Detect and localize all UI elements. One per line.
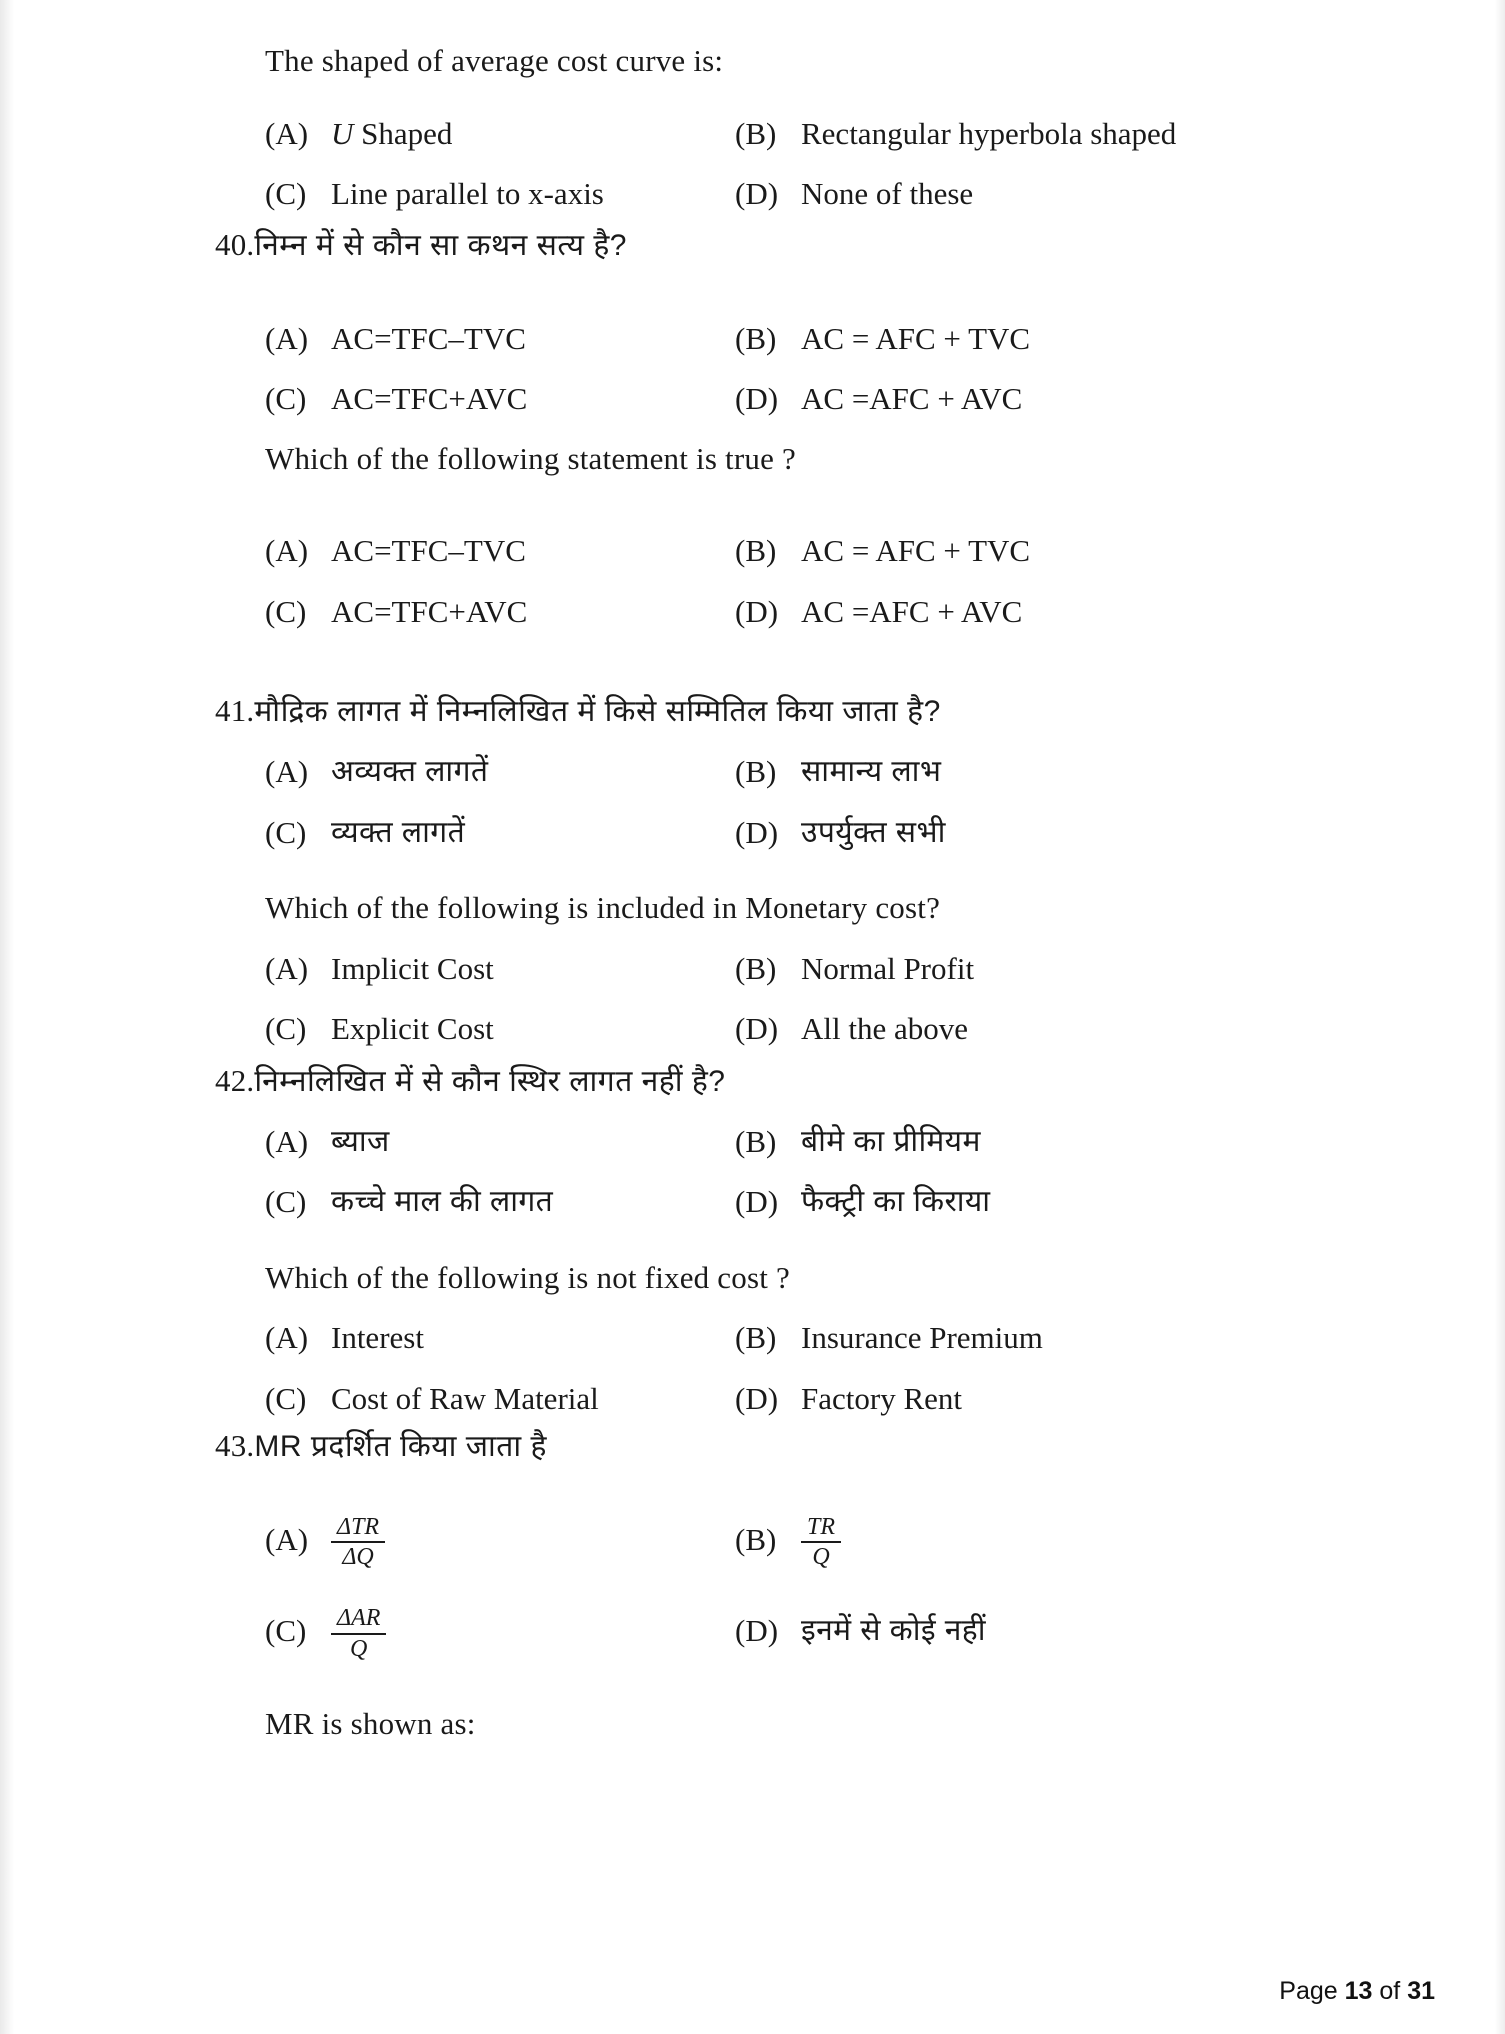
- option-tag-c: (C): [265, 1011, 307, 1047]
- option-b[interactable]: [735, 1513, 1445, 1578]
- option-rest: Shaped: [353, 115, 453, 151]
- question-stem-q43-en: MR is shown as:: [265, 1706, 476, 1742]
- option-tag-a: (A): [265, 1320, 309, 1356]
- option-tag-b: (B): [735, 533, 777, 569]
- option-italic-lead: U: [331, 115, 354, 151]
- option-c[interactable]: [265, 592, 735, 632]
- option-text-a: AC=TFC–TVC: [331, 320, 526, 356]
- footer-current-page: 13: [1344, 1977, 1373, 2005]
- option-tag-a: (A): [265, 533, 309, 569]
- option-a[interactable]: [265, 114, 735, 154]
- fraction-denominator: Q: [812, 1544, 830, 1571]
- footer-middle: of: [1372, 1977, 1408, 2005]
- fraction-denominator: Q: [350, 1636, 368, 1663]
- option-a[interactable]: [265, 319, 735, 359]
- option-tag-d: (D): [735, 176, 779, 212]
- option-text-d: उपर्युक्त सभी: [801, 815, 946, 849]
- option-text-c: Explicit Cost: [331, 1011, 494, 1047]
- option-row: [265, 1182, 1445, 1222]
- options-q43-hi: [215, 1513, 1445, 1670]
- option-row: [265, 1009, 1445, 1049]
- option-row: [265, 1379, 1445, 1419]
- option-text-d: AC =AFC + AVC: [801, 593, 1023, 629]
- question-number-41: 41.: [215, 692, 255, 728]
- question-stem-q42-en: Which of the following is not fixed cost ?: [265, 1259, 790, 1295]
- options-q41-en: [215, 949, 1445, 1050]
- option-b[interactable]: [735, 319, 1445, 359]
- option-c[interactable]: [265, 1605, 735, 1669]
- options-q41-hi: [215, 752, 1445, 853]
- option-a[interactable]: [265, 531, 735, 571]
- question-text-q41-hi: मौद्रिक लागत में निम्नलिखित में किसे सम्मितिल किया जाता है?: [254, 694, 941, 728]
- footer-prefix: Page: [1279, 1977, 1345, 2005]
- option-d[interactable]: [735, 813, 1445, 853]
- option-tag-b: (B): [735, 115, 777, 151]
- option-text-b: बीमे का प्रीमियम: [801, 1125, 981, 1158]
- option-c[interactable]: [265, 1009, 735, 1049]
- option-text-d: None of these: [801, 176, 974, 212]
- option-b[interactable]: [735, 752, 1445, 792]
- option-text-c: कच्चे माल की लागत: [331, 1185, 554, 1219]
- page-footer: [1279, 1977, 1435, 2006]
- question-number-40: 40.: [215, 227, 255, 263]
- option-text-b: AC = AFC + TVC: [801, 533, 1031, 569]
- option-row: [265, 531, 1445, 571]
- option-b[interactable]: [735, 1318, 1445, 1358]
- question-text-q40-hi: निम्न में से कौन सा कथन सत्य है?: [254, 229, 627, 263]
- fraction-delta-ar-over-q: [331, 1605, 386, 1663]
- option-tag-c: (C): [265, 814, 307, 850]
- options-q42-en: [215, 1318, 1445, 1419]
- option-tag-a: (A): [265, 1124, 309, 1159]
- option-b[interactable]: [735, 114, 1445, 154]
- option-text-c: AC=TFC+AVC: [331, 593, 528, 629]
- question-stem-q40-en: Which of the following statement is true ?: [265, 440, 796, 476]
- option-c[interactable]: [265, 174, 735, 214]
- question-stem-q43-hi: [215, 1425, 1445, 1468]
- option-b[interactable]: [735, 531, 1445, 571]
- question-stem-q41-en: Which of the following is included in Monetary cost?: [265, 890, 941, 926]
- option-tag-d: (D): [735, 593, 779, 629]
- option-tag-b: (B): [735, 1521, 777, 1557]
- question-text-q43-hi: MR प्रदर्शित किया जाता है: [254, 1430, 547, 1464]
- footer-total-pages: 31: [1407, 1977, 1435, 2005]
- option-text-d: फैक्ट्री का किराया: [801, 1185, 991, 1219]
- option-text-c: Line parallel to x-axis: [331, 176, 604, 212]
- options-q39-en: [215, 114, 1445, 215]
- question-text-q42-hi: निम्नलिखित में से कौन स्थिर लागत नहीं है?: [254, 1064, 726, 1098]
- option-c[interactable]: [265, 1379, 735, 1419]
- option-text-a: AC=TFC–TVC: [331, 533, 526, 569]
- option-d[interactable]: [735, 174, 1445, 214]
- option-tag-a: (A): [265, 1521, 309, 1557]
- option-text-d: All the above: [801, 1011, 969, 1047]
- option-d[interactable]: [735, 592, 1445, 632]
- question-number-43: 43.: [215, 1428, 255, 1464]
- option-row: [265, 1605, 1445, 1669]
- option-text-a: Implicit Cost: [331, 950, 494, 986]
- option-c[interactable]: [265, 379, 735, 419]
- option-row: [265, 174, 1445, 214]
- question-stem-q42-hi: [215, 1060, 1445, 1103]
- option-text-b: Insurance Premium: [801, 1320, 1043, 1356]
- option-text-c: Cost of Raw Material: [331, 1380, 599, 1416]
- option-tag-c: (C): [265, 593, 307, 629]
- option-tag-d: (D): [735, 1613, 779, 1649]
- option-text-d: Factory Rent: [801, 1380, 962, 1416]
- option-text-d: इनमें से कोई नहीं: [801, 1614, 986, 1648]
- question-stem-q41-hi: [215, 690, 1445, 733]
- option-text-a: [331, 114, 452, 154]
- option-text-b: AC = AFC + TVC: [801, 320, 1031, 356]
- page-content: [215, 40, 1445, 1745]
- option-a[interactable]: [265, 752, 735, 792]
- option-tag-b: (B): [735, 950, 777, 986]
- option-a[interactable]: [265, 1318, 735, 1358]
- fraction-delta-tr-over-delta-q: [331, 1514, 385, 1572]
- option-b[interactable]: [735, 949, 1445, 989]
- question-stem-q40-hi: [215, 224, 1445, 267]
- question-stem-q39-en: The shaped of average cost curve is:: [265, 43, 724, 78]
- fraction-numerator: TR: [801, 1514, 841, 1544]
- option-tag-a: (A): [265, 950, 309, 986]
- option-d[interactable]: [735, 1379, 1445, 1419]
- option-row: [265, 379, 1445, 419]
- option-tag-d: (D): [735, 381, 779, 417]
- option-row: [265, 114, 1445, 154]
- options-q42-hi: [215, 1122, 1445, 1223]
- option-text-b: Normal Profit: [801, 950, 975, 986]
- option-text-d: AC =AFC + AVC: [801, 381, 1023, 417]
- option-c[interactable]: [265, 1182, 735, 1222]
- options-q40-hi: [215, 319, 1445, 420]
- option-tag-b: (B): [735, 320, 777, 356]
- fraction-numerator: ΔTR: [331, 1514, 385, 1544]
- option-tag-c: (C): [265, 1380, 307, 1416]
- option-text-a: Interest: [331, 1320, 424, 1356]
- option-row: [265, 319, 1445, 359]
- option-c[interactable]: [265, 813, 735, 853]
- option-tag-b: (B): [735, 1124, 777, 1159]
- option-tag-c: (C): [265, 381, 307, 417]
- option-tag-a: (A): [265, 754, 309, 790]
- option-row: [265, 592, 1445, 632]
- option-tag-a: (A): [265, 115, 309, 151]
- option-row: [265, 752, 1445, 792]
- option-row: [265, 1318, 1445, 1358]
- option-text-c: व्यक्त लागतें: [331, 815, 466, 849]
- question-number-42: 42.: [215, 1062, 255, 1098]
- option-text-a: ब्याज: [331, 1125, 390, 1158]
- option-a[interactable]: [265, 1513, 735, 1578]
- option-row: [265, 949, 1445, 989]
- fraction-numerator: ΔAR: [331, 1605, 386, 1635]
- option-d[interactable]: [735, 1182, 1445, 1222]
- option-text-b: Rectangular hyperbola shaped: [801, 115, 1177, 151]
- option-text-b: सामान्य लाभ: [801, 755, 942, 789]
- option-tag-c: (C): [265, 176, 307, 212]
- option-tag-d: (D): [735, 814, 779, 850]
- option-tag-c: (C): [265, 1184, 307, 1220]
- option-tag-d: (D): [735, 1184, 779, 1220]
- fraction-tr-over-q: [801, 1514, 841, 1572]
- fraction-denominator: ΔQ: [342, 1544, 374, 1571]
- option-tag-b: (B): [735, 1320, 777, 1356]
- option-b[interactable]: [735, 1122, 1445, 1162]
- option-d[interactable]: [735, 1611, 1445, 1669]
- option-d[interactable]: [735, 1009, 1445, 1049]
- option-tag-b: (B): [735, 754, 777, 790]
- option-tag-d: (D): [735, 1011, 779, 1047]
- option-row: [265, 1513, 1445, 1578]
- options-q40-en: [215, 531, 1445, 632]
- option-tag-c: (C): [265, 1613, 307, 1649]
- option-a[interactable]: [265, 1122, 735, 1162]
- option-a[interactable]: [265, 949, 735, 989]
- option-tag-a: (A): [265, 320, 309, 356]
- option-row: [265, 1122, 1445, 1162]
- option-row: [265, 813, 1445, 853]
- option-tag-d: (D): [735, 1380, 779, 1416]
- option-text-c: AC=TFC+AVC: [331, 381, 528, 417]
- option-text-a: अव्यक्त लागतें: [331, 755, 489, 789]
- option-d[interactable]: [735, 379, 1445, 419]
